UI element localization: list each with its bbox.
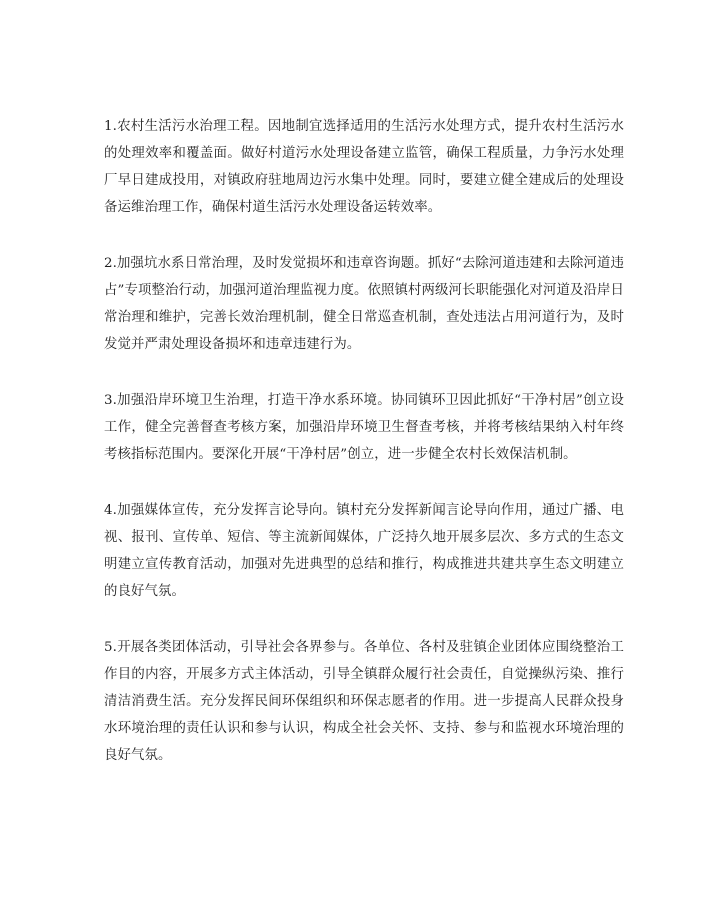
paragraph-1: 1.农村生活污水治理工程。因地制宜选择适用的生活污水处理方式，提升农村生活污水的处理效率和覆盖面。做好村道污水处理设备建立监管，确保工程质量，力争污水处理厂早日建成投用，对镇政府驻地周边污水集中处理。同时，要建立健全建成后的处理设备运维治理工作，确保村道生活污水处理设备运转效率。	[104, 119, 624, 215]
document-page	[104, 113, 624, 798]
paragraph-3: 3.加强沿岸环境卫生治理，打造干净水系环境。协同镇环卫因此抓好“干净村居”创立设工作，健全完善督查考核方案，加强沿岸环境卫生督查考核，并将考核结果纳入村年终考核指标范围内。要深化开展“干净村居”创立，进一步健全农村长效保洁机制。	[104, 393, 624, 462]
paragraph-4: 4.加强媒体宣传，充分发挥言论导向。镇村充分发挥新闻言论导向作用，通过广播、电视、报刊、宣传单、短信、等主流新闻媒体，广泛持久地开展多层次、多方式的生态文明建立宣传教育活动，加强对先进典型的总结和推行，构成推进共建共享生态文明建立的良好气氛。	[104, 503, 624, 599]
paragraph-5: 5.开展各类团体活动，引导社会各界参与。各单位、各村及驻镇企业团体应围绕整治工作目的内容，开展多方式主体活动，引导全镇群众履行社会责任，自觉操纵污染、推行清洁消费生活。充分发挥民间环保组织和环保志愿者的作用。进一步提高人民群众投身水环境治理的责任认识和参与认识，构成全社会关怀、支持、参与和监视水环境治理的良好气氛。	[104, 640, 624, 763]
paragraph-2: 2.加强坑水系日常治理，及时发觉损坏和违章咨询题。抓好“去除河道违建和去除河道违占”专项整治行动，加强河道治理监视力度。依照镇村两级河长职能强化对河道及沿岸日常治理和维护，完善长效治理机制，健全日常巡查机制，查处违法占用河道行为，及时发觉并严肃处理设备损坏和违章违建行为。	[104, 256, 624, 352]
